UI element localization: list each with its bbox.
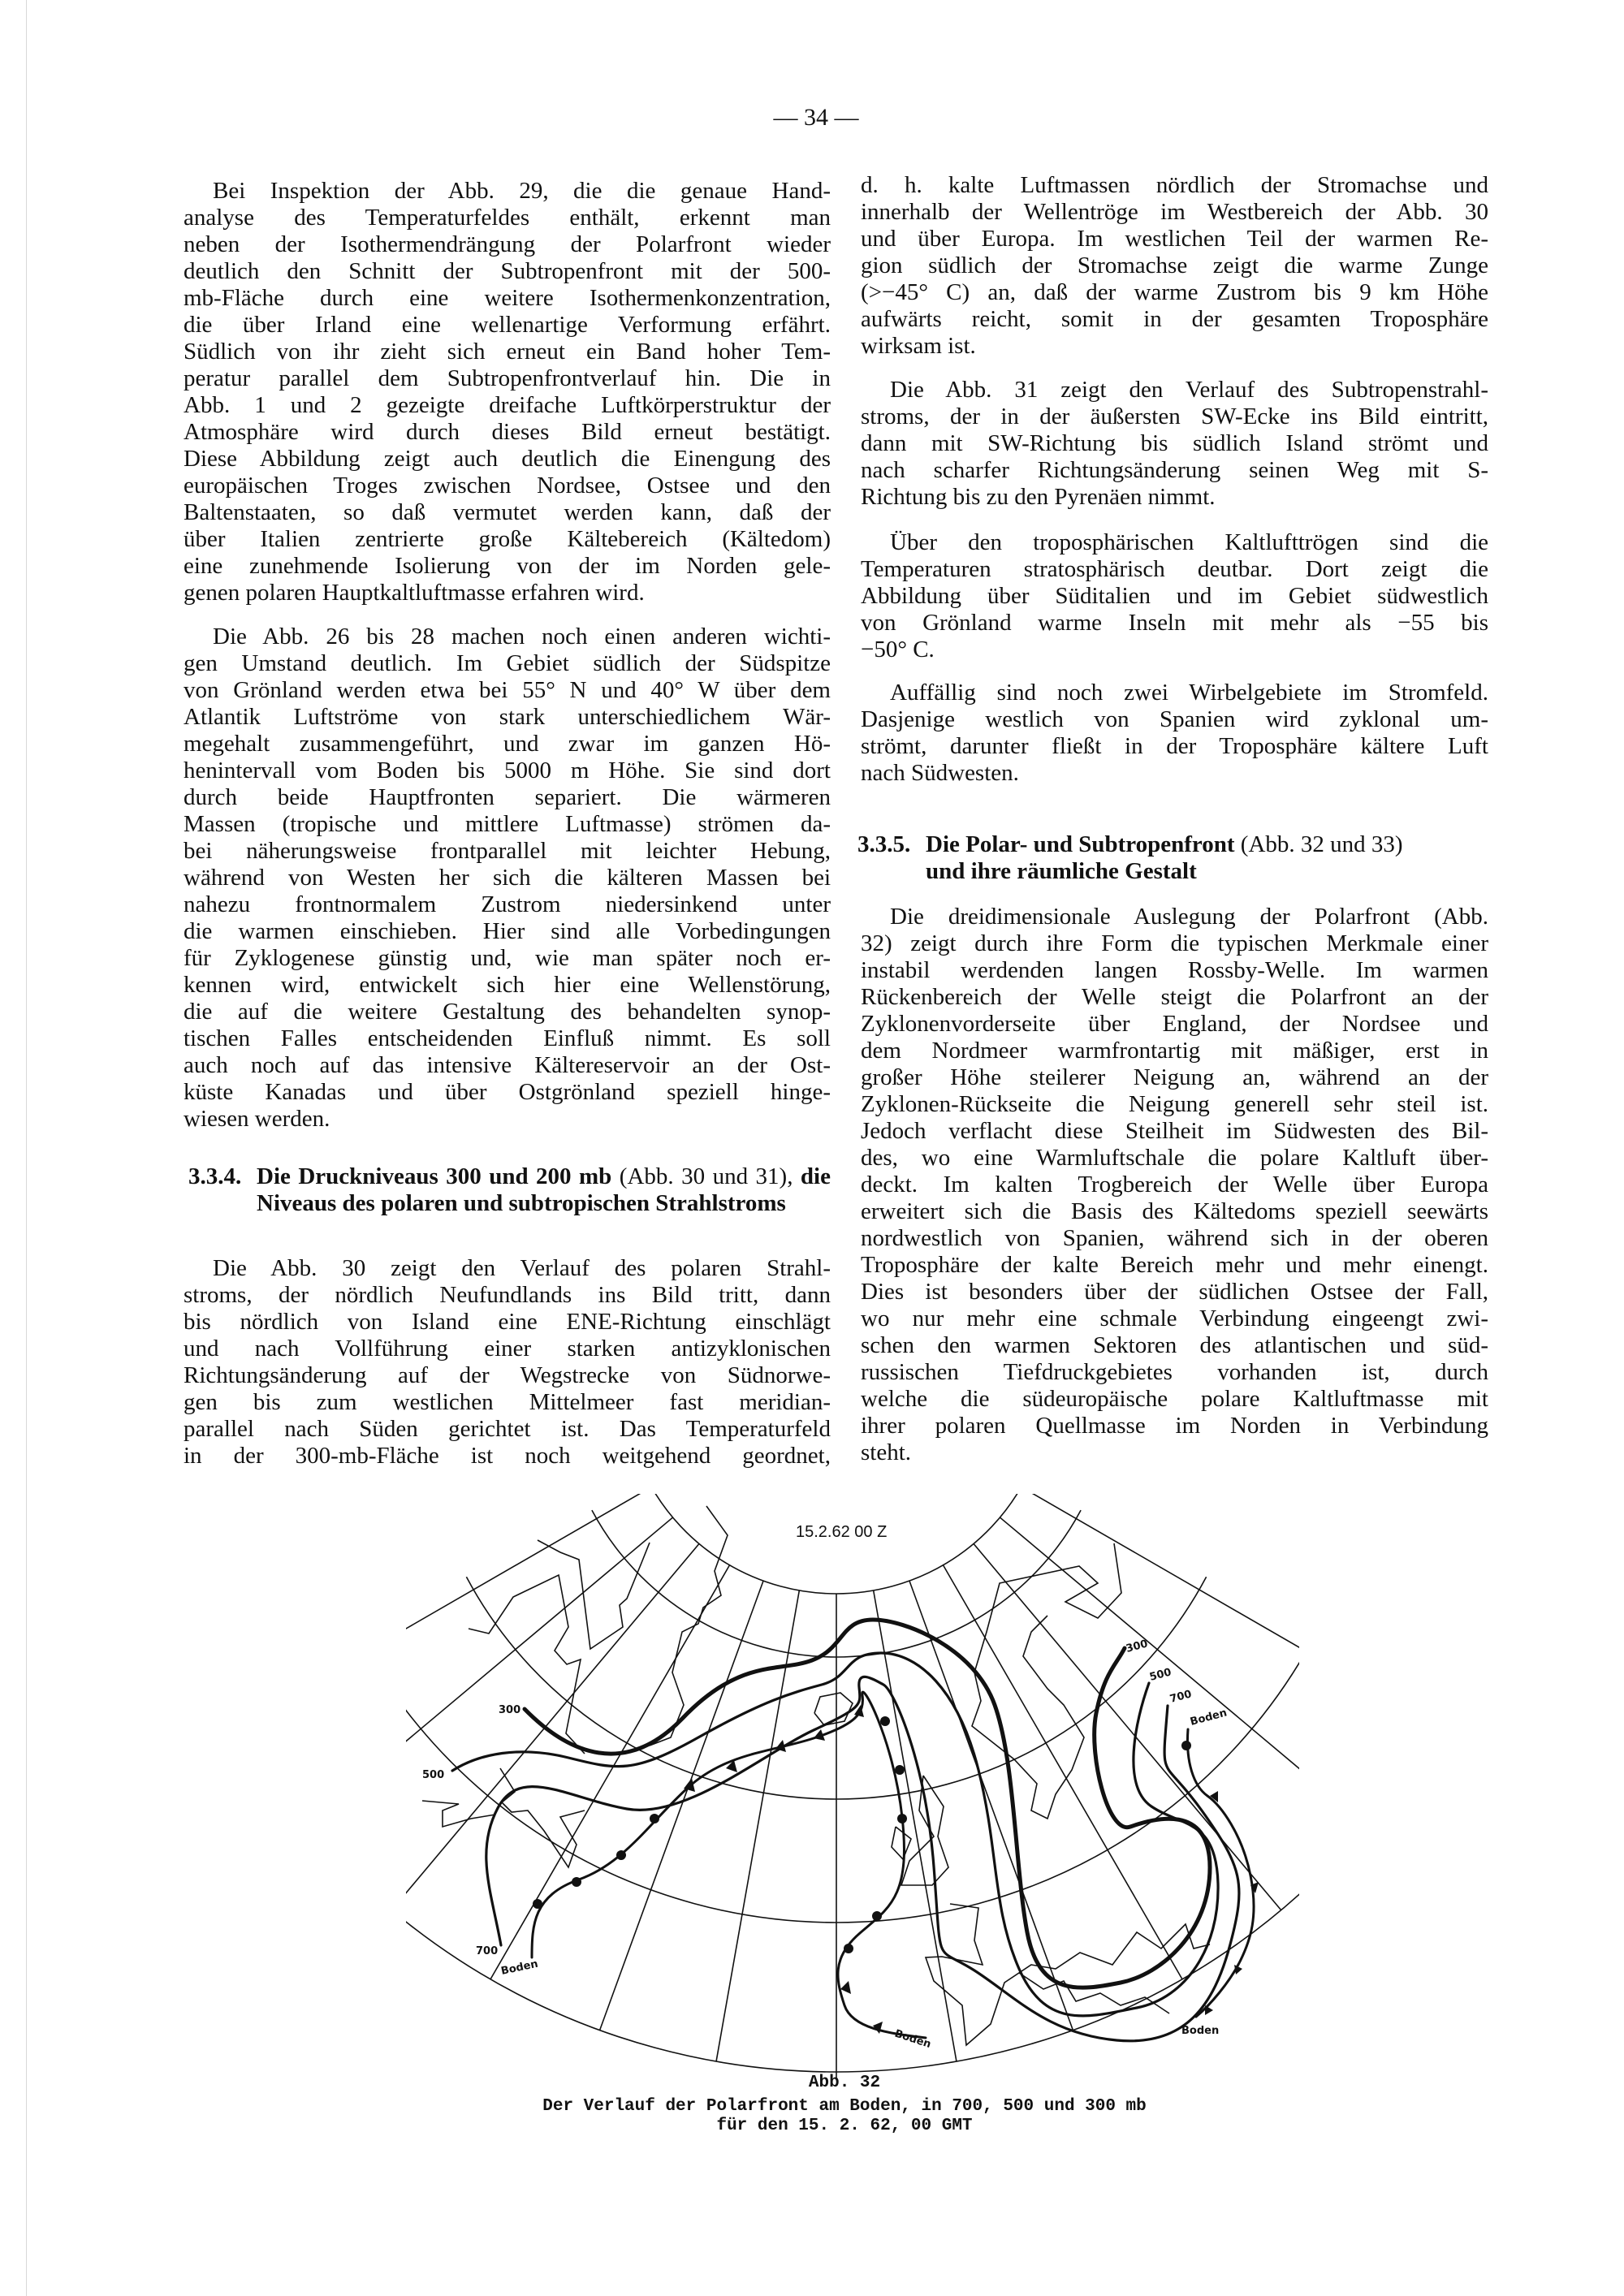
text-line: russischen Tiefdruckgebietes vorhanden ist, durch [861, 1359, 1488, 1385]
text-line: dann mit SW-Richtung bis südlich Island strömt und [861, 430, 1488, 456]
text-line: auch noch auf das intensive Kältereservoir an der Ost- [184, 1052, 831, 1078]
text-line: Abbildung über Süditalien und im Gebiet südwestlich [861, 583, 1488, 609]
label-boden-west: Boden [499, 1957, 540, 1978]
figure-number: Abb. 32 [808, 2074, 881, 2092]
front-300mb [525, 1620, 1210, 1987]
text-line: großer Höhe steilerer Neigung an, während an der [861, 1064, 1488, 1090]
text-line: europäischen Troges zwischen Nordsee, Ostsee und den [184, 473, 831, 498]
text-line: tischen Falles entscheidenden Einfluß nimmt. Es soll [184, 1025, 831, 1051]
section-number: 3.3.5. [857, 831, 911, 857]
text-line: −50° C. [861, 637, 935, 662]
text-line: Richtung bis zu den Pyrenäen nimmt. [861, 484, 1216, 510]
front-surface-boden [532, 1692, 926, 2038]
text-line: Zyklonenvorderseite über England, der Nordsee und [861, 1011, 1488, 1037]
text-line: gion südlich der Stromachse zeigt die warme Zunge [861, 252, 1488, 278]
warm-front-semicircle [616, 1850, 626, 1860]
label-boden-east: Boden [1189, 1707, 1229, 1728]
text-line: gen Umstand deutlich. Im Gebiet südlich der Südspitze [184, 650, 831, 676]
heading-normal-part: (Abb. 32 und 33) [1234, 831, 1403, 857]
text-line: wiesen werden. [184, 1106, 330, 1132]
text-line: neben der Isothermendrängung der Polarfront wieder [184, 231, 831, 257]
paragraph [861, 680, 1488, 787]
heading-bold-part: die Niveaus des polaren und subtropischen Strahlstroms [257, 1163, 831, 1216]
text-line: nahezu frontnormalem Zustrom niedersinkend unter [184, 891, 831, 917]
meridian-line [406, 1517, 673, 1825]
coastline-canada [469, 1575, 585, 1754]
text-line: küste Kanadas und über Ostgrönland speziell hinge- [184, 1079, 831, 1105]
text-line: von Grönland warme Inseln mit mehr als −55 bis [861, 610, 1488, 636]
text-line: henintervall vom Boden bis 5000 m Höhe. Sie sind dort [184, 757, 831, 783]
text-line: während von Westen her sich die kälteren Massen bei [184, 865, 831, 891]
text-line: die auf die weitere Gestaltung des behandelten synop- [184, 999, 831, 1025]
meridian-line [874, 1590, 957, 2061]
text-line: Atmosphäre wird durch dieses Bild erneut bestätigt. [184, 419, 831, 445]
meridian-line [716, 1590, 799, 2061]
text-line: analyse des Temperaturfeldes enthält, erkennt man [184, 205, 831, 231]
text-line: Die Abb. 31 zeigt den Verlauf des Subtropenstrahl- [890, 377, 1488, 403]
coastline-labrador [422, 1801, 495, 1827]
text-line: Baltenstaaten, so daß vermutet werden kann, daß der [184, 499, 831, 525]
meridian-line [974, 1543, 1281, 1910]
paragraph [861, 904, 1488, 1466]
warm-front-semicircle [533, 1899, 542, 1909]
coastline-ireland [892, 1827, 911, 1859]
heading-bold-part: Die Druckniveaus 300 und 200 mb [257, 1163, 612, 1189]
paragraph [184, 624, 831, 1133]
paragraph [861, 172, 1488, 360]
coastline-europe [926, 1904, 1210, 2045]
text-line: Atlantik Luftströme von stark unterschiedlichem Wär- [184, 704, 831, 730]
text-line: Die Abb. 26 bis 28 machen noch einen anderen wichti- [213, 624, 831, 650]
text-line: peratur parallel dem Subtropenfrontverlauf hin. Die in [184, 365, 831, 391]
text-line: Rückenbereich der Welle steigt die Polarfront an der [861, 984, 1488, 1010]
warm-front-semicircle [844, 1944, 853, 1953]
text-line: nach scharfer Richtungsänderung seinen Weg mit S- [861, 457, 1488, 483]
text-line: wo nur mehr eine schmale Verbindung eingeengt zwi- [861, 1306, 1488, 1331]
text-line: Temperaturen stratosphärisch deutbar. Dort zeigt die [861, 556, 1488, 582]
warm-front-semicircle [1181, 1741, 1191, 1750]
text-line: bei näherungsweise frontparallel mit leichter Hebung, [184, 838, 831, 864]
meridian-line [1021, 1494, 1299, 1726]
cold-front-triangle [840, 1981, 851, 1994]
text-line: durch beide Hauptfronten separiert. Die wärmeren [184, 784, 831, 810]
text-line: und nach Vollführung einer starken antizyklonischen [184, 1336, 831, 1362]
text-line: parallel nach Süden gerichtet ist. Das Temperaturfeld [184, 1416, 831, 1442]
text-line: ihrer polaren Quellmasse im Norden in Verbindung [861, 1413, 1488, 1439]
heading-bold-part: und ihre räumliche Gestalt [926, 858, 1197, 884]
section-heading-3-3-5 [857, 831, 1488, 885]
label-700-east: 700 [1168, 1688, 1194, 1706]
heading-bold-part: Die Polar- und Subtropenfront [926, 831, 1235, 857]
figure-caption-line-1: Der Verlauf der Polarfront am Boden, in 700, 500 und 300 mb [542, 2097, 1147, 2116]
text-line: Südlich von ihr zieht sich erneut ein Band hoher Tem- [184, 339, 831, 365]
text-line: nordwestlich von Spanien, während sich in der oberen [861, 1225, 1488, 1251]
text-line: kennen wird, entwickelt sich hier eine Wellenstörung, [184, 972, 831, 998]
text-line: von Grönland werden etwa bei 55° N und 40° W über dem [184, 677, 831, 703]
paragraph [861, 377, 1488, 511]
text-line: Auffällig sind noch zwei Wirbelgebiete im Stromfeld. [890, 680, 1488, 706]
text-line: und über Europa. Im westlichen Teil der warmen Re- [861, 226, 1488, 252]
warm-front-semicircle [897, 1814, 907, 1823]
polar-front-map-figure [406, 1494, 1299, 2078]
text-line: instabil werdenden langen Rossby-Welle. Im warmen [861, 957, 1488, 983]
warm-front-semicircle [572, 1877, 581, 1887]
text-line: eine zunehmende Isolierung von der im Norden gele- [184, 553, 831, 579]
label-boden-southeast: Boden [1181, 2025, 1220, 2037]
text-line: (>−45° C) an, daß der warme Zustrom bis 9 km Höhe [861, 279, 1488, 305]
text-line: d. h. kalte Luftmassen nördlich der Stromachse und [861, 172, 1488, 198]
front-700mb [486, 1677, 1239, 2040]
text-line: wirksam ist. [861, 333, 976, 359]
warm-front-semicircle [650, 1814, 659, 1823]
text-line: Troposphäre der kalte Bereich mehr und mehr einengt. [861, 1252, 1488, 1278]
text-line: schen den warmen Sektoren des atlantischen und süd- [861, 1332, 1488, 1358]
text-line: Massen (tropische und mittlere Luftmasse) strömen da- [184, 811, 831, 837]
text-line: steht. [861, 1439, 912, 1465]
text-line: Dasjenige westlich von Spanien wird zyklonal um- [861, 706, 1488, 732]
meridian-line [406, 1543, 699, 1910]
text-line: Richtungsänderung auf der Wegstrecke von Südnorwe- [184, 1362, 831, 1388]
coastlines [422, 1506, 1210, 2045]
text-line: Dies ist besonders über der südlichen Ostsee der Fall, [861, 1279, 1488, 1305]
text-line: Zyklonen-Rückseite die Neigung generell sehr steil ist. [861, 1091, 1488, 1117]
text-line: Diese Abbildung zeigt auch deutlich die Einengung des [184, 446, 831, 472]
figure-caption-line-2: für den 15. 2. 62, 00 GMT [716, 2117, 973, 2135]
text-line: stroms, der nördlich Neufundlands ins Bild tritt, dann [184, 1282, 831, 1308]
label-500-east: 500 [1148, 1666, 1173, 1684]
text-line: Bei Inspektion der Abb. 29, die die genaue Hand- [213, 178, 831, 204]
warm-front-semicircle [880, 1716, 890, 1726]
paragraph [861, 529, 1488, 663]
text-line: Die dreidimensionale Auslegung der Polarfront (Abb. [890, 904, 1488, 930]
latitude-circle [648, 1494, 1025, 1594]
paragraph [184, 1255, 831, 1470]
text-line: des, wo eine Warmluftschale die polare Kaltluft über- [861, 1145, 1488, 1171]
paragraph [184, 178, 831, 606]
text-line: genen polaren Hauptkaltluftmasse erfahren wird. [184, 580, 645, 606]
text-line: welche die südeuropäische polare Kaltluftmasse mit [861, 1386, 1488, 1412]
text-line: erweitert sich die Basis des Kältedoms speziell seewärts [861, 1198, 1488, 1224]
text-line: die warmen einschieben. Hier sind alle Vorbedingungen [184, 918, 831, 944]
coastline-baffin [538, 1540, 650, 1649]
text-line: 32) zeigt durch ihre Form die typischen Merkmale einer [861, 930, 1488, 956]
text-line: Die Abb. 30 zeigt den Verlauf des polaren Strahl- [213, 1255, 831, 1281]
text-line: mb-Fläche durch eine weitere Isothermenkonzentration, [184, 285, 831, 311]
text-line: bis nördlich von Island eine ENE-Richtung einschlägt [184, 1309, 831, 1335]
warm-front-semicircle [872, 1911, 882, 1921]
text-line: Über den troposphärischen Kaltlufttrögen sind die [890, 529, 1488, 555]
text-line: stroms, der in der äußersten SW-Ecke ins Bild eintritt, [861, 404, 1488, 429]
map-title: 15.2.62 00 Z [796, 1523, 888, 1541]
heading-normal-part: (Abb. 30 und 31), [611, 1163, 801, 1189]
text-line: Abb. 1 und 2 gezeigte dreifache Luftkörperstruktur der [184, 392, 831, 418]
text-line: Jedoch verflacht diese Steilheit im Südwesten des Bil- [861, 1118, 1488, 1144]
label-300-east: 300 [1125, 1638, 1150, 1655]
text-line: in der 300-mb-Fläche ist noch weitgehend geordnet, [184, 1443, 831, 1469]
text-line: aufwärts reicht, somit in der gesamten Troposphäre [861, 306, 1488, 332]
text-line: die über Irland eine wellenartige Verformung erfährt. [184, 312, 831, 338]
text-line: dem Nordmeer warmfrontartig mit mäßiger, erst in [861, 1038, 1488, 1064]
cold-front-triangle [1205, 2005, 1213, 2015]
text-line: über Italien zentrierte große Kältebereich (Kältedom) [184, 526, 831, 552]
label-700-west: 700 [476, 1945, 499, 1957]
front-lines [452, 1620, 1254, 2041]
scan-edge-line [26, 0, 27, 2296]
section-number: 3.3.4. [188, 1163, 242, 1189]
coastline-newfoundland [500, 1768, 585, 1867]
meridian-line [406, 1494, 651, 1726]
label-500-west: 500 [422, 1769, 445, 1781]
page-number: — 34 — [773, 104, 859, 131]
text-line: innerhalb der Wellentröge im Westbereich der Abb. 30 [861, 199, 1488, 225]
section-heading-3-3-4 [188, 1163, 831, 1217]
text-line: nach Südwesten. [861, 760, 1019, 786]
text-line: megehalt zusammengeführt, und zwar im ganzen Hö- [184, 731, 831, 757]
text-line: für Zyklogenese günstig und, wie man später noch er- [184, 945, 831, 971]
text-line: gen bis zum westlichen Mittelmeer fast meridian- [184, 1389, 831, 1415]
text-line: deckt. Im kalten Trogbereich der Welle über Europa [861, 1172, 1488, 1198]
coastline-mediterranean [1019, 1973, 1169, 2013]
label-boden-south: Boden [892, 2027, 933, 2052]
label-300-west: 300 [499, 1704, 521, 1716]
text-line: strömt, darunter fließt in der Troposphäre kältere Luft [861, 733, 1488, 759]
text-line: deutlich den Schnitt der Subtropenfront mit der 500- [184, 258, 831, 284]
warm-front-semicircle [895, 1765, 905, 1775]
